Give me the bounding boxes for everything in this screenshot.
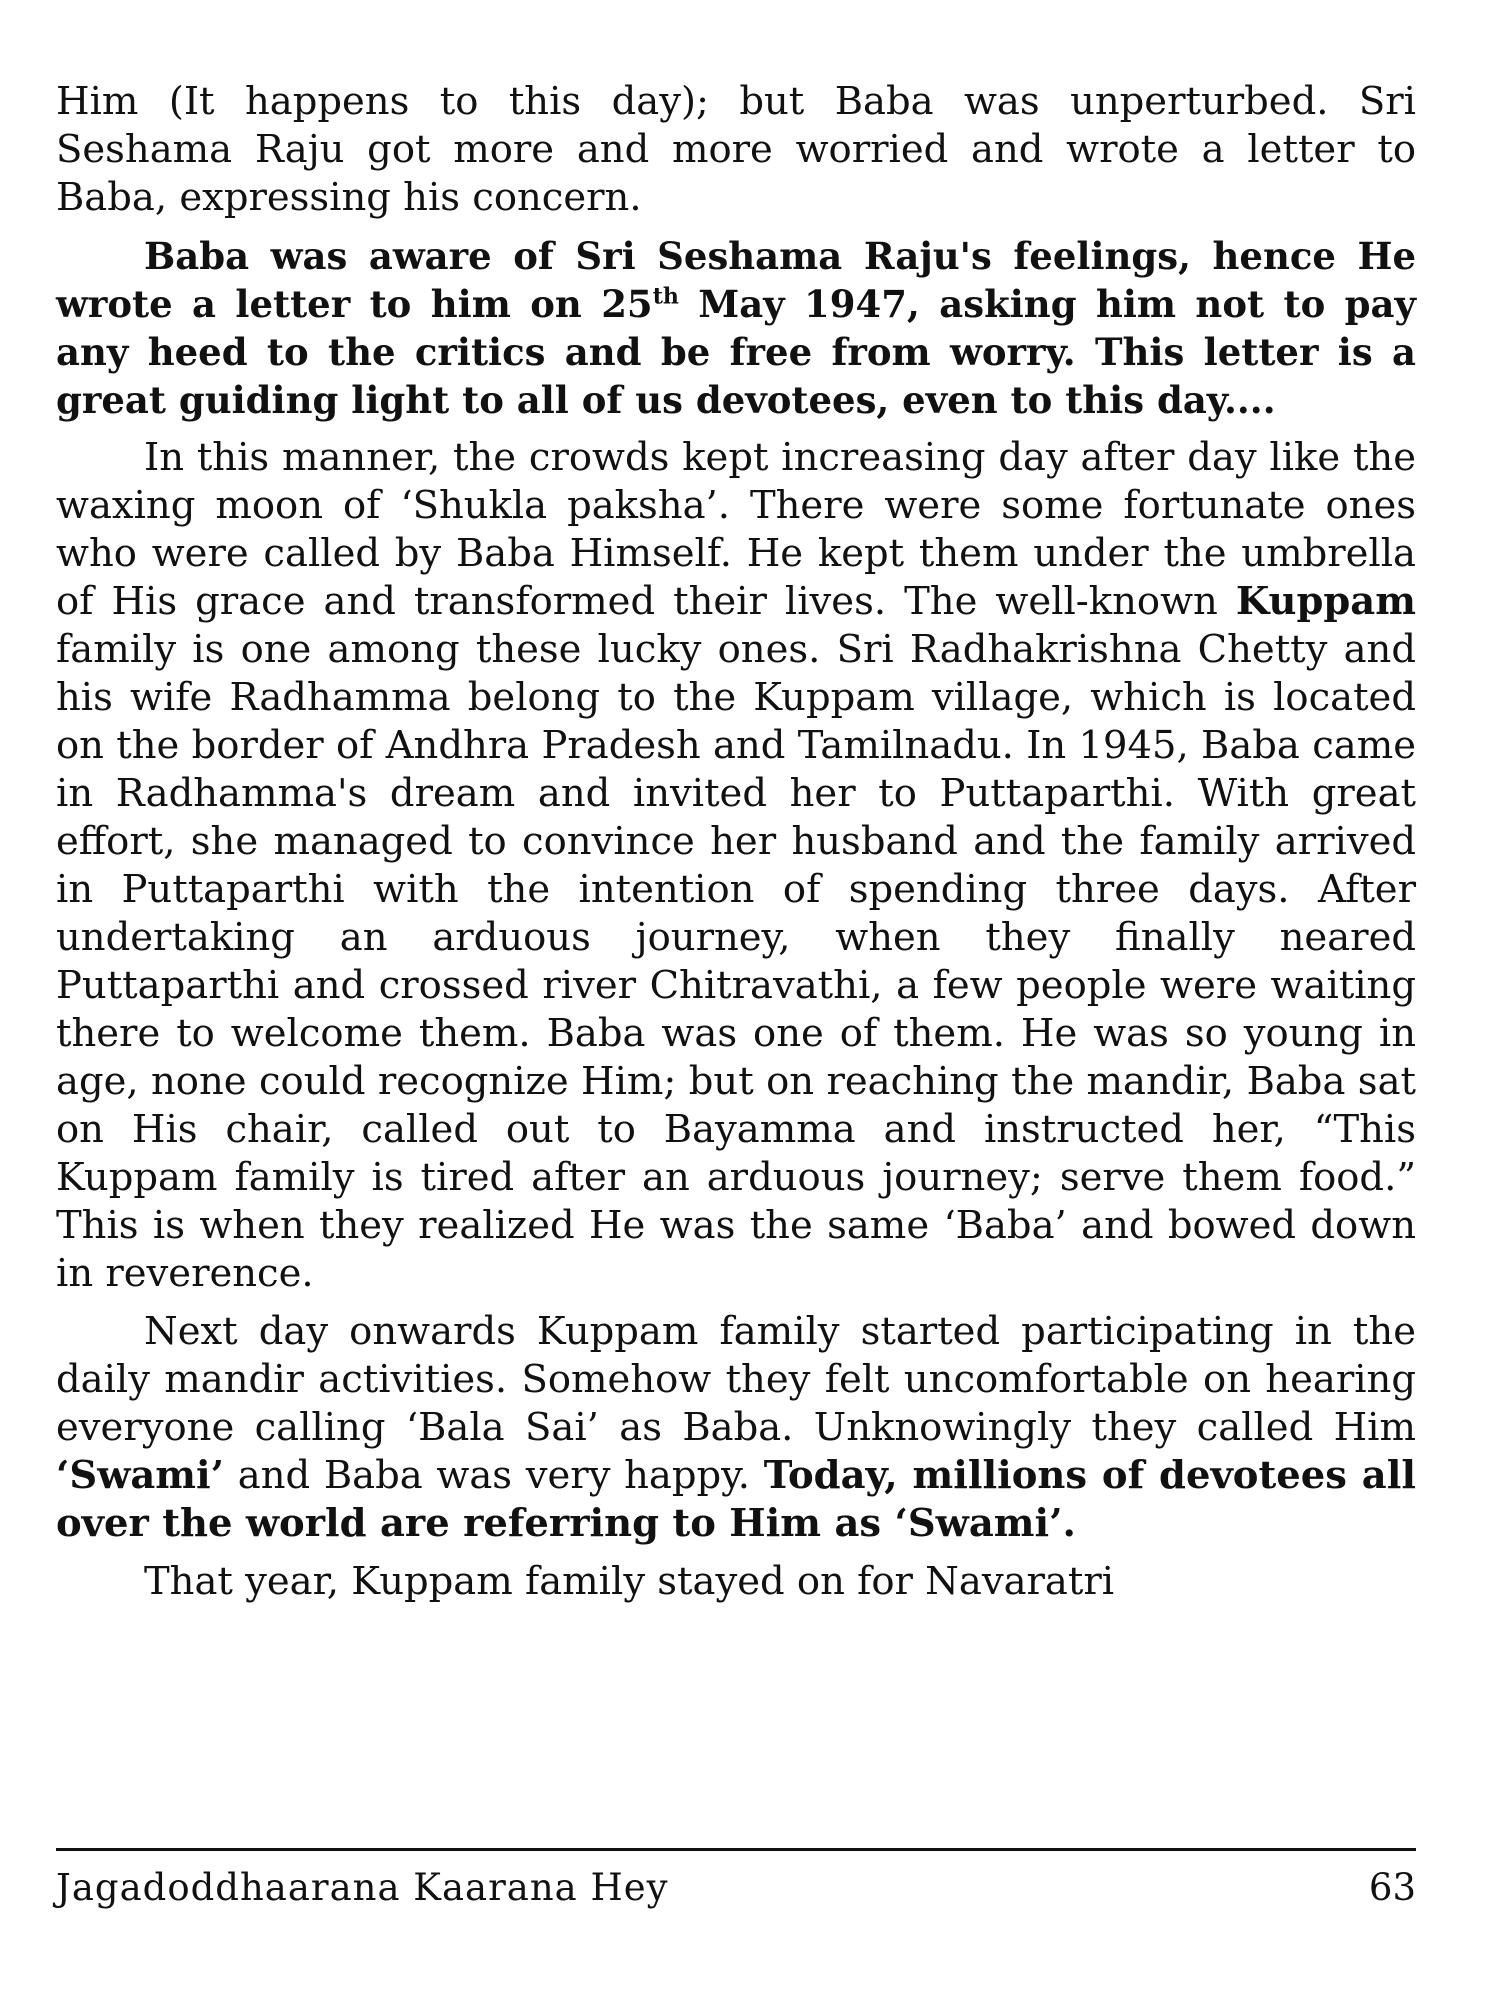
paragraph-2-text-b: May 1947, asking him not to pay any heed to the critics and be free from worry. This letter is a great guiding light to all of us devotees, even to this day.... (56, 282, 1416, 422)
paragraph-1-text: Him (It happens to this day); but Baba was unperturbed. Sri Seshama Raju got more and more worried and wrote a letter to Baba, expressing his concern. (56, 79, 1416, 220)
page-number: 63 (1368, 1866, 1416, 1909)
paragraph-2-text-a: Baba was aware of Sri Seshama Raju's feelings, hence He wrote a letter to him on 25 (56, 234, 1416, 326)
paragraph-3-text-b: family is one among these lucky ones. Sri Radhakrishna Chetty and his wife Radhamma belong to the Kuppam village, which is located on the border of Andhra Pradesh and Tamilnadu. In 1945, Baba came in Radhamma's dream and invited her to Puttaparthi. With great effort, she managed to convince her husband and the family arrived in Puttaparthi with the intention of spending three days. After undertaking an arduous journey, when they finally neared Puttaparthi and crossed river Chitravathi, a few people were waiting there to welcome them. Baba was one of them. He was so young in age, none could recognize Him; but on reaching the mandir, Baba sat on His chair, called out to Bayamma and instructed her, “This Kuppam family is tired after an arduous journey; serve them food.” This is when they realized He was the same ‘Baba’ and bowed down in reverence. (56, 627, 1416, 1296)
paragraph-5-text: That year, Kuppam family stayed on for Navaratri (144, 1559, 1115, 1604)
paragraph-4-bold-sentence: Today, millions of devotees all over the world are referring to Him as ‘Swami’. (56, 1453, 1416, 1546)
ordinal-suffix: th (652, 283, 679, 310)
paragraph-4-text-a: Next day onwards Kuppam family started participating in the daily mandir activities. Somehow they felt uncomfortable on hearing everyone calling ‘Bala Sai’ as Baba. Unknowingly they called Him (56, 1309, 1416, 1450)
swami-bold: ‘Swami’ (56, 1453, 225, 1498)
footer-rule (56, 1848, 1416, 1851)
kuppam-bold: Kuppam (1235, 579, 1416, 624)
book-title: Jagadoddhaarana Kaarana Hey (56, 1866, 669, 1909)
paragraph-2 (56, 232, 1416, 424)
paragraph-1 (56, 78, 1416, 222)
paragraph-4 (56, 1308, 1416, 1548)
page-body (56, 78, 1416, 1616)
paragraph-3 (56, 434, 1416, 1298)
paragraph-5 (56, 1558, 1416, 1606)
paragraph-4-text-b: and Baba was very happy. (224, 1453, 764, 1498)
page-footer (56, 1866, 1416, 1910)
paragraph-3-text-a: In this manner, the crowds kept increasing day after day like the waxing moon of ‘Shukla paksha’. There were some fortunate ones who were called by Baba Himself. He kept them under the umbrella of His grace and transformed their lives. The well-known (56, 435, 1416, 624)
